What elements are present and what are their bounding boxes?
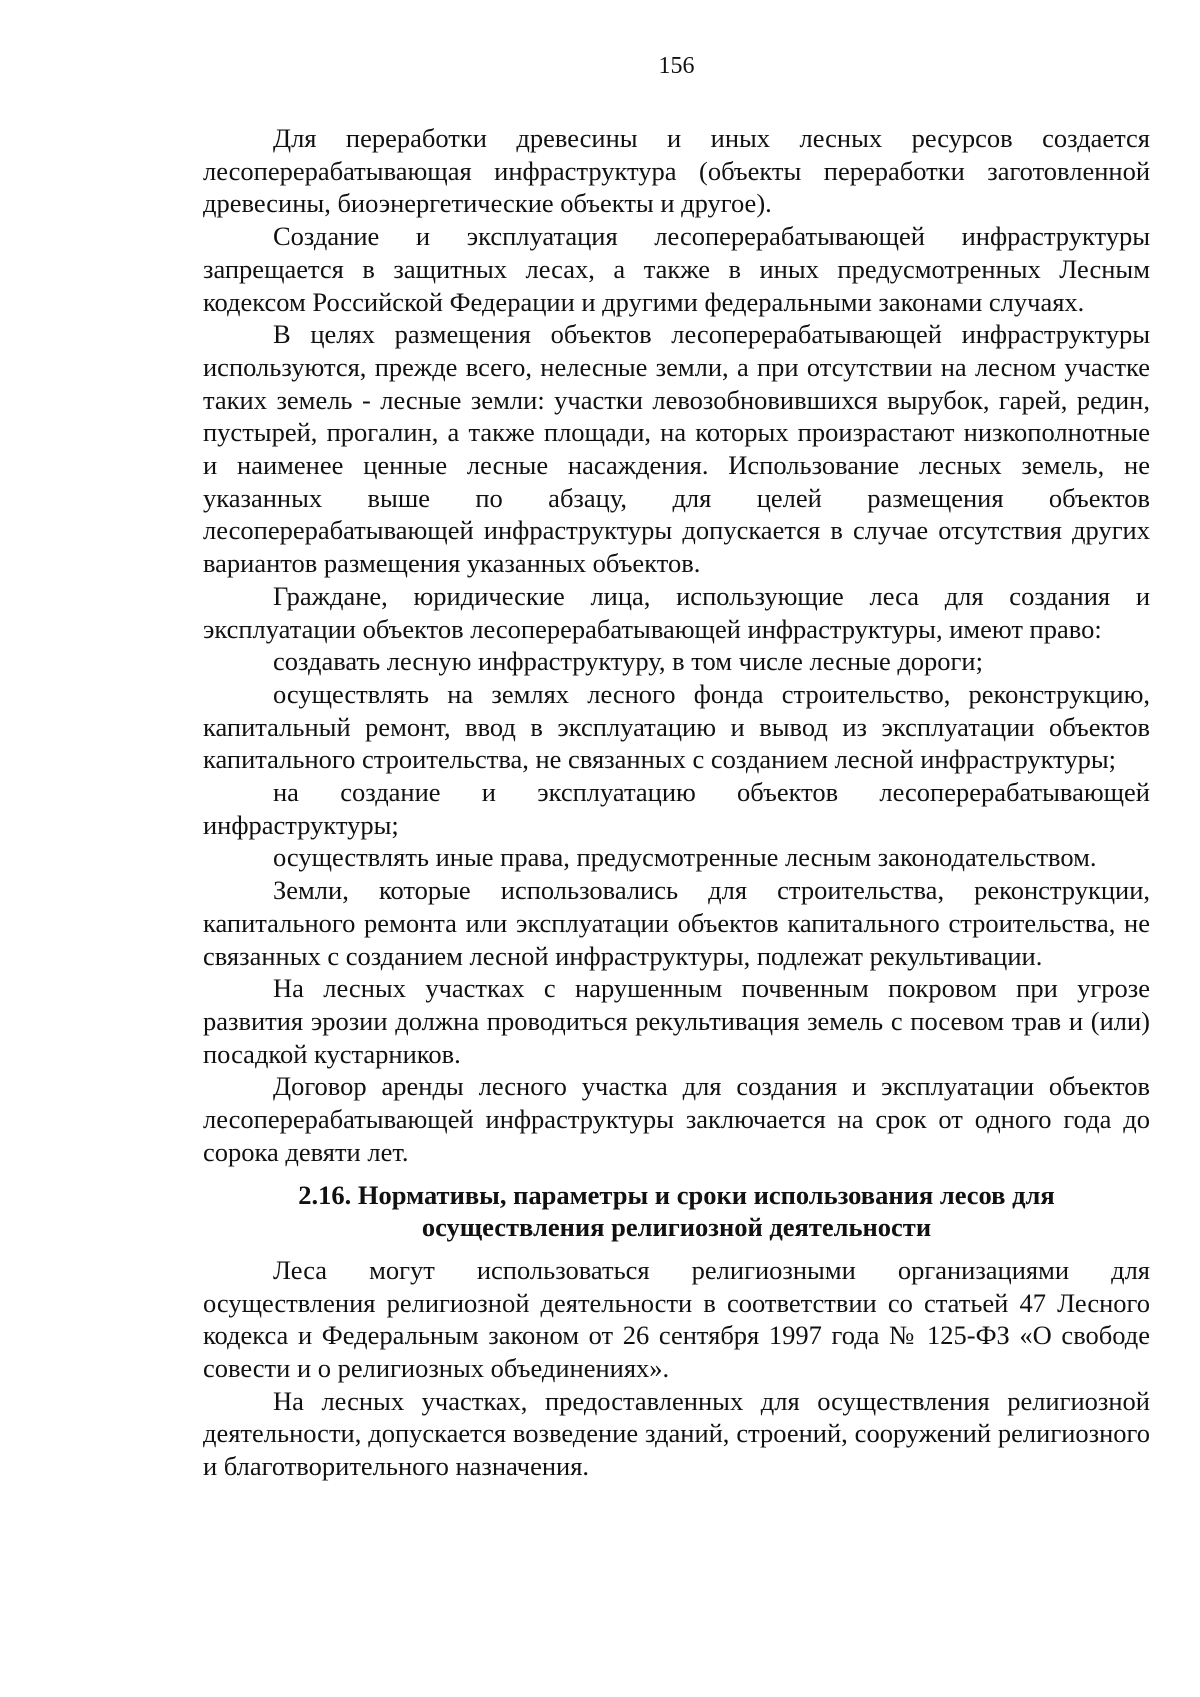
paragraph: Леса могут использоваться религиозными организациями для осуществления религиозной деятельности в соответствии со статьей 47 Лесного кодекса и Федеральным законом от 26 сентября 1997 года № 125-ФЗ «О свободе совести и о религиозных объединениях». xyxy=(203,1254,1150,1384)
list-item: создавать лесную инфраструктуру, в том числе лесные дороги; xyxy=(273,646,983,677)
paragraph: Земли, которые использовались для строительства, реконструкции, капитального ремонта или эксплуатации объектов капитального строительства, не связанных с созданием лесной инфраструктуры, подлежат рекультивации. xyxy=(203,875,1150,971)
paragraph: Граждане, юридические лица, использующие леса для создания и эксплуатации объектов лесоперерабатывающей инфраструктуры, имеют право: xyxy=(203,580,1150,644)
paragraph: Создание и эксплуатация лесоперерабатывающей инфраструктуры запрещается в защитных лесах, а также в иных предусмотренных Лесным кодексом Российской Федерации и другими федеральными законами случаях. xyxy=(203,221,1150,317)
section-heading: 2.16. Нормативы, параметры и сроки использования лесов для осуществления религиозной деятельности xyxy=(298,1179,1055,1243)
paragraph: Договор аренды лесного участка для создания и эксплуатации объектов лесоперерабатывающей инфраструктуры заключается на срок от одного года до сорока девяти лет. xyxy=(203,1071,1150,1167)
paragraph: В целях размещения объектов лесоперерабатывающей инфраструктуры используются, прежде всего, нелесные земли, а при отсутствии на лесном участке таких земель - лесные земли: участки левозобновившихся вырубок, гарей, редин, пустырей, прогалин, а также площади, на которых произрастают низкополнотные и наименее ценные лесные насаждения. Использование лесных земель, не указанных выше по абзацу, для целей размещения объектов лесоперерабатывающей инфраструктуры допускается в случае отсутствия других вариантов размещения указанных объектов. xyxy=(203,319,1150,579)
list-item: на создание и эксплуатацию объектов лесоперерабатывающей инфраструктуры; xyxy=(203,777,1150,840)
list-item: осуществлять на землях лесного фонда строительство, реконструкцию, капитальный ремонт, ввод в эксплуатацию и вывод из эксплуатации объектов капитального строительства, не связанных с созданием лесной инфраструктуры; xyxy=(203,678,1150,775)
document-body xyxy=(203,122,1150,1483)
paragraph: На лесных участках с нарушенным почвенным покровом при угрозе развития эрозии должна проводиться рекультивация земель с посевом трав и (или) посадкой кустарников. xyxy=(203,973,1150,1069)
paragraph: На лесных участках, предоставленных для осуществления религиозной деятельности, допускается возведение зданий, строений, сооружений религиозного и благотворительного назначения. xyxy=(203,1385,1150,1482)
list-item: осуществлять иные права, предусмотренные лесным законодательством. xyxy=(273,842,1097,873)
paragraph: Для переработки древесины и иных лесных ресурсов создается лесоперерабатывающая инфраструктура (объекты переработки заготовленной древесины, биоэнергетические объекты и другое). xyxy=(203,123,1150,219)
page-number: 156 xyxy=(658,53,695,79)
document-page xyxy=(203,50,1150,1483)
